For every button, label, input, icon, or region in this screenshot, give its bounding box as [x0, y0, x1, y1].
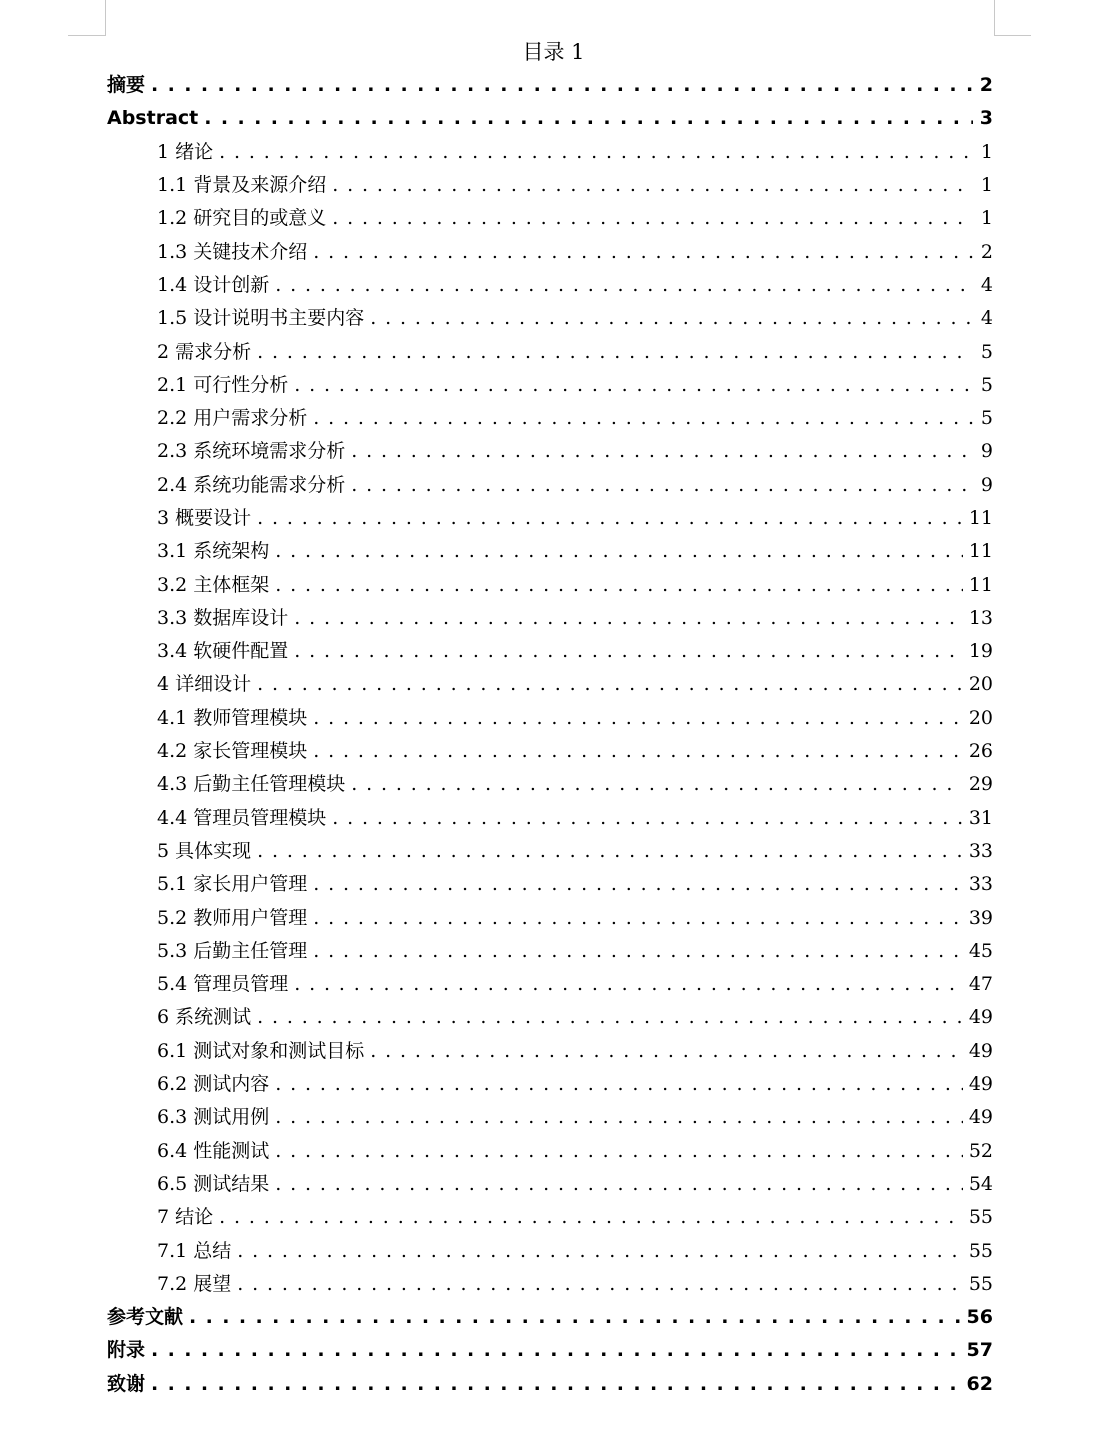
toc-entry-label: 3.2 主体框架 — [157, 573, 270, 596]
toc-entry-label: 5.2 教师用户管理 — [157, 906, 308, 929]
toc-entry[interactable] — [107, 735, 993, 768]
toc-entry[interactable] — [107, 935, 993, 968]
toc-entry-page-number: 3 — [979, 107, 993, 130]
toc-entry-page-number: 33 — [968, 839, 993, 862]
toc-entry-page-number: 20 — [968, 706, 993, 729]
toc-entry-page-number: 4 — [980, 307, 993, 330]
toc-entry-label: 3 概要设计 — [157, 507, 252, 529]
toc-dot-leader — [294, 602, 963, 635]
toc-entry[interactable] — [107, 568, 993, 601]
toc-dot-leader — [275, 1168, 963, 1201]
toc-entry-label: 6 系统测试 — [157, 1006, 252, 1029]
toc-dot-leader — [313, 402, 973, 435]
toc-entry-page-number: 33 — [968, 873, 993, 896]
toc-entry[interactable] — [107, 768, 993, 801]
toc-entry[interactable] — [107, 1001, 993, 1034]
toc-entry-page-number: 47 — [968, 973, 993, 996]
page-corner-mark-top-left — [68, 0, 106, 36]
toc-entry-page-number: 55 — [968, 1239, 993, 1262]
toc-entry-page-number: 11 — [968, 540, 993, 563]
toc-entry-page-number: 39 — [968, 906, 993, 929]
toc-entry-page-number: 2 — [979, 74, 993, 97]
toc-entry[interactable] — [107, 1168, 993, 1201]
toc-entry-label: 4 详细设计 — [157, 673, 252, 696]
toc-entry[interactable] — [107, 1268, 993, 1301]
toc-dot-leader — [189, 1301, 961, 1334]
toc-entry-page-number: 29 — [968, 773, 993, 796]
toc-entry-label: 参考文献 — [107, 1306, 184, 1329]
toc-entry-label: 4.4 管理员管理模块 — [157, 806, 327, 829]
toc-entry-page-number: 9 — [980, 473, 993, 496]
toc-dot-leader — [332, 169, 973, 202]
toc-entry-label: 5.1 家长用户管理 — [157, 873, 308, 896]
toc-entry[interactable] — [107, 69, 993, 102]
toc-entry-label: 致谢 — [107, 1372, 146, 1395]
toc-dot-leader — [313, 935, 963, 968]
toc-entry-label: 6.3 测试用例 — [157, 1106, 270, 1129]
toc-entry-label: 3.3 数据库设计 — [157, 606, 289, 629]
toc-dot-leader — [275, 1101, 963, 1134]
toc-entry-label: 3.1 系统架构 — [157, 540, 270, 563]
toc-entry[interactable] — [107, 1234, 993, 1267]
toc-entry[interactable] — [107, 1201, 993, 1234]
toc-entry-page-number: 5 — [980, 407, 993, 430]
toc-dot-leader — [219, 136, 973, 169]
toc-entry[interactable] — [107, 369, 993, 402]
toc-entry-page-number: 49 — [968, 1073, 993, 1096]
toc-entry-page-number: 26 — [968, 740, 993, 763]
toc-dot-leader — [257, 502, 963, 535]
toc-entry-page-number: 4 — [980, 273, 993, 296]
toc-dot-leader — [257, 835, 963, 868]
toc-entry-page-number: 1 — [980, 174, 993, 197]
toc-dot-leader — [313, 702, 963, 735]
toc-entry-page-number: 13 — [968, 606, 993, 629]
toc-entry-label: 4.3 后勤主任管理模块 — [157, 773, 346, 796]
toc-dot-leader — [257, 668, 963, 701]
toc-entry-label: 6.4 性能测试 — [157, 1139, 270, 1162]
toc-dot-leader — [294, 968, 963, 1001]
toc-dot-leader — [257, 336, 973, 369]
toc-entry[interactable] — [107, 269, 993, 302]
toc-entry[interactable] — [107, 1101, 993, 1134]
toc-entry[interactable] — [107, 668, 993, 701]
toc-dot-leader — [204, 102, 973, 135]
toc-entry-label: 2.1 可行性分析 — [157, 373, 289, 396]
toc-entry[interactable] — [107, 535, 993, 568]
toc-dot-leader — [219, 1201, 963, 1234]
page-corner-mark-top-right — [994, 0, 1031, 36]
toc-entry-label: 3.4 软硬件配置 — [157, 640, 289, 663]
toc-entry[interactable] — [107, 635, 993, 668]
toc-entry-label: 1.3 关键技术介绍 — [157, 240, 308, 263]
toc-entry[interactable] — [107, 702, 993, 735]
toc-dot-leader — [313, 735, 963, 768]
toc-entry-label: 2 需求分析 — [157, 340, 252, 363]
toc-entry-page-number: 49 — [968, 1006, 993, 1029]
toc-dot-leader — [351, 435, 973, 468]
toc-entry-page-number: 1 — [980, 207, 993, 230]
toc-entry[interactable] — [107, 169, 993, 202]
toc-entry[interactable] — [107, 1035, 993, 1068]
toc-entry-page-number: 54 — [968, 1172, 993, 1195]
toc-dot-leader — [151, 1368, 961, 1401]
toc-entry-label: 1.4 设计创新 — [157, 273, 270, 296]
toc-entry-label: 1.1 背景及来源介绍 — [157, 174, 327, 197]
toc-entry[interactable] — [107, 402, 993, 435]
toc-entry-page-number: 55 — [968, 1206, 993, 1229]
toc-dot-leader — [313, 902, 963, 935]
toc-entry-page-number: 49 — [968, 1106, 993, 1129]
toc-entry-label: 7.2 展望 — [157, 1272, 232, 1295]
toc-entry-label: 1.5 设计说明书主要内容 — [157, 307, 365, 330]
toc-dot-leader — [151, 69, 973, 102]
toc-entry-page-number: 45 — [968, 939, 993, 962]
toc-dot-leader — [237, 1268, 963, 1301]
toc-entry-label: 7 结论 — [157, 1206, 214, 1229]
toc-entry-page-number: 52 — [968, 1139, 993, 1162]
toc-entry[interactable] — [107, 435, 993, 468]
toc-dot-leader — [370, 1035, 963, 1068]
toc-entry-label: 5.3 后勤主任管理 — [157, 939, 308, 962]
toc-dot-leader — [275, 269, 973, 302]
toc-entry-label: 2.3 系统环境需求分析 — [157, 440, 346, 463]
toc-entry-page-number: 11 — [968, 573, 993, 596]
toc-entry[interactable] — [107, 968, 993, 1001]
toc-entry-label: 5 具体实现 — [157, 839, 252, 862]
toc-list — [107, 69, 993, 1401]
toc-entry-page-number: 5 — [980, 340, 993, 363]
toc-entry-page-number: 11 — [968, 507, 993, 529]
toc-entry-label: 1.2 研究目的或意义 — [157, 207, 327, 230]
toc-entry-page-number: 19 — [968, 640, 993, 663]
toc-entry[interactable] — [107, 302, 993, 335]
toc-entry[interactable] — [107, 835, 993, 868]
toc-entry[interactable] — [107, 1135, 993, 1168]
toc-dot-leader — [332, 202, 973, 235]
toc-title: 目录 1 — [522, 40, 585, 64]
toc-entry[interactable] — [107, 235, 993, 268]
toc-entry-page-number: 49 — [968, 1039, 993, 1062]
toc-entry-label: 6.1 测试对象和测试目标 — [157, 1039, 365, 1062]
toc-dot-leader — [294, 369, 973, 402]
toc-dot-leader — [275, 535, 963, 568]
toc-entry[interactable] — [107, 335, 993, 368]
toc-entry[interactable] — [107, 469, 993, 502]
toc-entry-label: 5.4 管理员管理 — [157, 973, 289, 996]
toc-dot-leader — [313, 868, 963, 901]
toc-entry-label: Abstract — [107, 107, 199, 130]
toc-dot-leader — [294, 635, 963, 668]
toc-dot-leader — [275, 569, 963, 602]
toc-entry-label: 7.1 总结 — [157, 1239, 232, 1262]
toc-entry[interactable] — [107, 136, 993, 169]
toc-entry[interactable] — [107, 1368, 993, 1401]
toc-dot-leader — [237, 1235, 963, 1268]
toc-dot-leader — [151, 1334, 961, 1367]
toc-entry-label: 4.2 家长管理模块 — [157, 740, 308, 763]
toc-entry[interactable] — [107, 102, 993, 135]
toc-dot-leader — [351, 469, 973, 502]
toc-entry[interactable] — [107, 602, 993, 635]
toc-entry-label: 摘要 — [107, 74, 146, 97]
toc-entry[interactable] — [107, 1334, 993, 1367]
toc-entry-page-number: 62 — [966, 1372, 993, 1395]
toc-dot-leader — [332, 802, 963, 835]
toc-entry[interactable] — [107, 1068, 993, 1101]
toc-entry[interactable] — [107, 502, 993, 535]
toc-entry[interactable] — [107, 1301, 993, 1334]
toc-entry[interactable] — [107, 802, 993, 835]
toc-entry-label: 6.5 测试结果 — [157, 1172, 270, 1195]
toc-entry-page-number: 57 — [966, 1339, 993, 1362]
toc-entry-page-number: 1 — [980, 140, 993, 163]
toc-entry-page-number: 20 — [968, 673, 993, 696]
toc-entry-label: 1 绪论 — [157, 140, 214, 163]
toc-dot-leader — [275, 1135, 963, 1168]
toc-entry[interactable] — [107, 901, 993, 934]
toc-dot-leader — [351, 768, 963, 801]
toc-entry-page-number: 56 — [966, 1306, 993, 1329]
toc-entry[interactable] — [107, 202, 993, 235]
toc-entry-label: 4.1 教师管理模块 — [157, 706, 308, 729]
toc-dot-leader — [313, 236, 973, 269]
toc-entry-page-number: 2 — [980, 240, 993, 263]
toc-dot-leader — [257, 1001, 963, 1034]
toc-entry-page-number: 31 — [968, 806, 993, 829]
toc-entry-label: 2.4 系统功能需求分析 — [157, 473, 346, 496]
toc-entry-page-number: 5 — [980, 373, 993, 396]
toc-entry-label: 6.2 测试内容 — [157, 1073, 270, 1096]
toc-entry[interactable] — [107, 868, 993, 901]
toc-entry-page-number: 55 — [968, 1272, 993, 1295]
toc-entry-label: 附录 — [107, 1339, 146, 1362]
toc-entry-page-number: 9 — [980, 440, 993, 463]
toc-dot-leader — [275, 1068, 963, 1101]
toc-dot-leader — [370, 302, 973, 335]
toc-entry-label: 2.2 用户需求分析 — [157, 407, 308, 430]
